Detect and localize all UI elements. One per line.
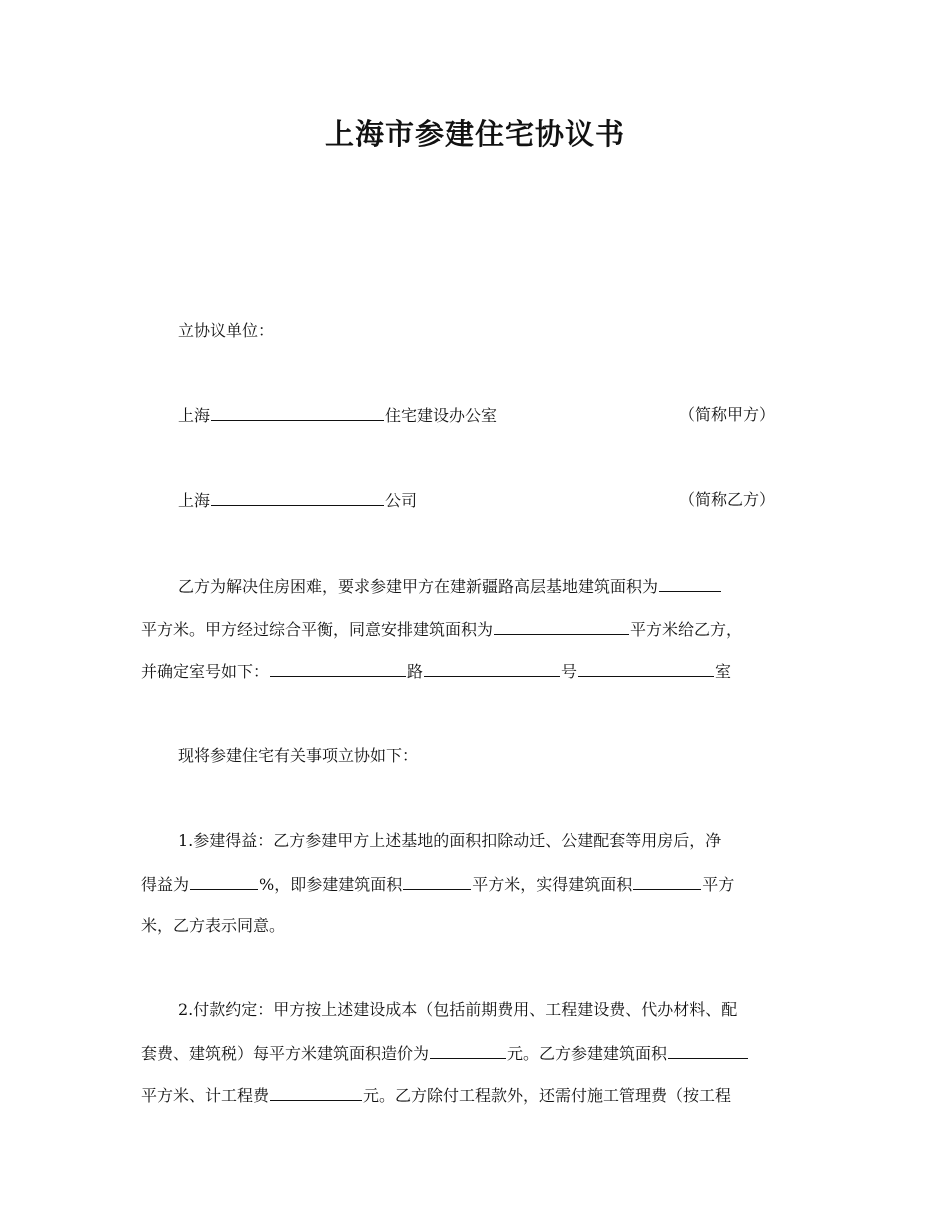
clause-2-text-3a: 平方米、计工程费 (141, 1086, 270, 1105)
clause-1-text-2a: 得益为 (141, 875, 190, 894)
clause-2-line-3 (141, 1083, 813, 1108)
actual-area-blank[interactable] (633, 872, 701, 890)
clauses-lead: 现将参建住宅有关事项立协如下： (178, 746, 419, 765)
clause-1-text-2d: 平方 (702, 875, 735, 894)
party-b-name-blank[interactable] (211, 488, 384, 506)
parties-label: 立协议单位： (178, 321, 275, 340)
net-benefit-percent-blank[interactable] (190, 872, 258, 890)
clause-1-line-1: 1.参建得益：乙方参建甲方上述基地的面积扣除动迁、公建配套等用房后，净 (178, 831, 722, 850)
intro-line-1 (178, 574, 850, 599)
party-b-prefix: 上海 (178, 491, 211, 510)
participating-area-blank[interactable] (403, 872, 471, 890)
clause-2-area-blank[interactable] (668, 1041, 748, 1059)
clause-1-line-2 (141, 872, 813, 897)
room-blank[interactable] (578, 659, 714, 677)
party-b-suffix: 公司 (385, 491, 418, 510)
party-a-name-blank[interactable] (211, 403, 384, 421)
party-a-note: （简称甲方） (679, 405, 776, 424)
intro-line-3 (141, 659, 813, 684)
document-title: 上海市参建住宅协议书 (324, 117, 625, 151)
intro-text-2b: 平方米给乙方， (630, 620, 743, 639)
unit-cost-blank[interactable] (430, 1041, 506, 1059)
party-a-suffix: 住宅建设办公室 (385, 406, 498, 425)
road-blank[interactable] (270, 659, 406, 677)
clause-2-text-3b: 元。乙方除付工程款外，还需付施工管理费（按工程 (363, 1086, 732, 1105)
intro-text-2a: 平方米。甲方经过综合平衡，同意安排建筑面积为 (141, 620, 494, 639)
road-label: 路 (407, 662, 424, 681)
intro-text-1: 乙方为解决住房困难，要求参建甲方在建新疆路高层基地建筑面积为 (178, 577, 659, 596)
clause-2-text-2b: 元。乙方参建建筑面积 (507, 1044, 668, 1063)
clause-1-line-3: 米，乙方表示同意。 (141, 916, 286, 935)
clause-1-text-2b: %，即参建建筑面积 (259, 875, 403, 894)
intro-line-2 (141, 617, 813, 642)
engineering-fee-blank[interactable] (270, 1083, 362, 1101)
clause-1-text-2c: 平方米，实得建筑面积 (472, 875, 633, 894)
number-blank[interactable] (424, 659, 560, 677)
number-label: 号 (561, 662, 578, 681)
party-b-note: （简称乙方） (679, 490, 776, 509)
clause-2-text-2a: 套费、建筑税）每平方米建筑面积造价为 (141, 1044, 430, 1063)
clause-2-line-1: 2.付款约定：甲方按上述建设成本（包括前期费用、工程建设费、代办材料、配 (178, 1000, 738, 1019)
allocated-area-blank[interactable] (494, 617, 629, 635)
clause-2-line-2 (141, 1041, 813, 1066)
room-label: 室 (715, 662, 732, 681)
base-area-blank[interactable] (659, 574, 721, 592)
party-a-prefix: 上海 (178, 406, 211, 425)
intro-text-3a: 并确定室号如下： (141, 662, 270, 681)
